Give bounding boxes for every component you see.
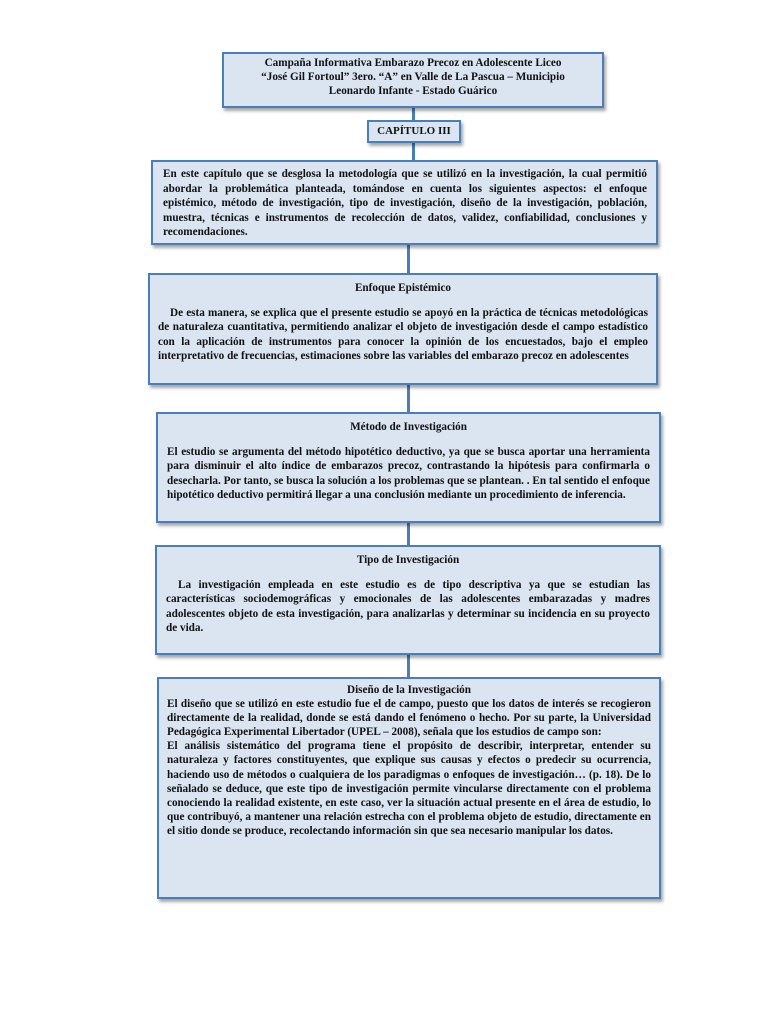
tipo-text: La investigación empleada en este estudio es de tipo descriptiva ya que se estudian las características sociodemográficas y emocionales de las adolescentes embarazadas y madres adolescentes objeto de esta investigación, para analizarlas y determinar su incidencia en su proyecto de vida.	[166, 578, 650, 635]
title-line-2: “José Gil Fortoul” 3ero. “A” en Valle de La Pascua – Municipio	[261, 71, 565, 83]
metodo-heading: Método de Investigación	[350, 421, 467, 433]
enfoque-heading: Enfoque Epistémico	[354, 282, 452, 294]
diseno-heading: Diseño de la Investigación	[346, 684, 471, 696]
title-box	[222, 52, 604, 108]
diseno-box	[157, 677, 661, 899]
tipo-box	[155, 545, 661, 655]
diseno-paragraph-2: El análisis sistemático del programa tiene el propósito de describir, interpretar, entender su naturaleza y factores constituyentes, que explique sus causas y efectos o predecir su ocurrencia, haciendo uso de métodos o cualquiera de los paradigmas o enfoques de investigación… (p. 18). De lo señalado se deduce, que este tipo de investigación permite vincularse directamente con el problema conociendo la realidad existente, en este caso, ver la situación actual presente en el área de estudio, lo que contribuyó, a mantener una relación estrecha con el problema objeto de estudio, directamente en el sitio donde se produce, recolectando información sin que sea necesario manipular los datos.	[167, 740, 651, 837]
connector-title-chapter	[412, 108, 415, 120]
chapter-box	[367, 120, 461, 143]
title-line-3: Leonardo Infante - Estado Guárico	[328, 85, 498, 97]
tipo-heading: Tipo de Investigación	[356, 554, 460, 566]
enfoque-text: De esta manera, se explica que el presente estudio se apoyó en la práctica de técnicas metodológicas de naturaleza cuantitativa, permitiendo analizar el objeto de investigación desde el campo estadístico con la aplicación de instrumentos para conocer la opinión de los encuestados, bajo el empleo interpretativo de frecuencias, estimaciones sobre las variables del embarazo precoz en adolescentes	[158, 306, 648, 363]
connector-enfoque-metodo	[407, 385, 410, 412]
diseno-paragraph-1: El diseño que se utilizó en este estudio fue el de campo, puesto que los datos de interés se recogieron directamente de la realidad, donde se está dando el fenómeno o hecho. Por su parte, la Universidad Pedagógica Experimental Libertador (UPEL – 2008), señala que los estudios de campo son:	[167, 698, 651, 739]
connector-metodo-tipo	[407, 523, 410, 545]
intro-box	[151, 160, 658, 245]
intro-text: En este capítulo que se desglosa la metodología que se utilizó en la investigación, la cual permitió abordar la problemática planteada, tomándose en cuenta los siguientes aspectos: el enfoque epistémico, método de investigación, tipo de investigación, diseño de la investigación, población, muestra, técnicas e instrumentos de recolección de datos, validez, confiabilidad, conclusiones y recomendaciones.	[163, 168, 647, 239]
title-line-1: Campaña Informativa Embarazo Precoz en Adolescente Liceo	[264, 57, 562, 69]
chapter-label: CAPÍTULO III	[377, 125, 451, 137]
connector-tipo-diseno	[407, 655, 410, 677]
metodo-text: El estudio se argumenta del método hipotético deductivo, ya que se busca aportar una herramienta para disminuir el alto índice de embarazos precoz, contrastando la hipótesis para confirmarla o desecharla. Por tanto, se busca la solución a los problemas que se plantean. . En tal sentido el enfoque hipotético deductivo permitirá llegar a una conclusión mediante un procedimiento de inferencia.	[167, 445, 650, 502]
enfoque-box	[148, 273, 658, 385]
metodo-box	[156, 412, 661, 523]
connector-chapter-intro	[412, 143, 415, 160]
connector-intro-enfoque	[407, 245, 410, 273]
